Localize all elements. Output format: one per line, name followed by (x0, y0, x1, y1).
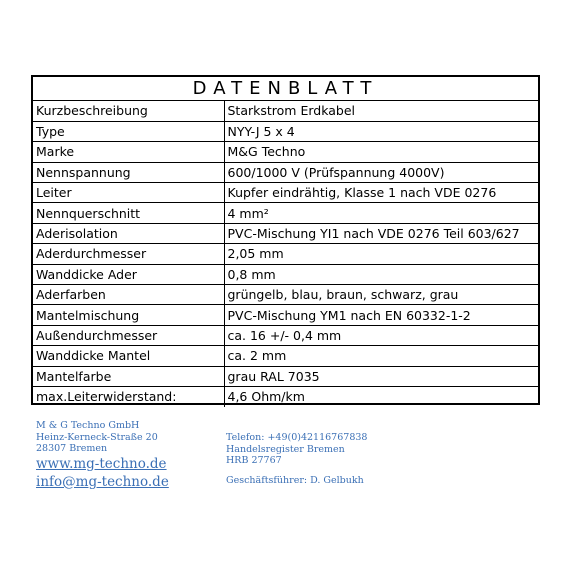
company-street: Heinz-Kerneck-Straße 20 (36, 431, 158, 443)
spec-row (33, 244, 538, 264)
spec-row (33, 142, 538, 162)
spec-row (33, 386, 538, 406)
spec-table (33, 101, 538, 407)
spec-label: Mantelfarbe (33, 366, 224, 386)
spec-label: Mantelmischung (33, 305, 224, 325)
spec-label: Type (33, 121, 224, 141)
company-phone: Telefon: +49(0)42116767838 (226, 432, 368, 443)
email-link[interactable]: info@mg-techno.de (36, 473, 169, 490)
spec-row (33, 346, 538, 366)
spec-label: Nennquerschnitt (33, 203, 224, 223)
spec-label: Wanddicke Ader (33, 264, 224, 284)
spec-row (33, 183, 538, 203)
spec-value: grau RAL 7035 (224, 366, 538, 386)
company-hrb: HRB 27767 (226, 455, 282, 466)
spec-row (33, 223, 538, 243)
spec-row (33, 285, 538, 305)
company-manager: Geschäftsführer: D. Gelbukh (226, 474, 364, 486)
spec-label: Nennspannung (33, 162, 224, 182)
spec-row (33, 101, 538, 121)
spec-row (33, 366, 538, 386)
spec-value: grüngelb, blau, braun, schwarz, grau (224, 285, 538, 305)
datasheet-table (31, 75, 540, 405)
spec-value: Starkstrom Erdkabel (227, 103, 355, 119)
spec-value: 2,05 mm (224, 244, 538, 264)
spec-label: Außendurchmesser (33, 325, 224, 345)
spec-value: M&G Techno (224, 142, 538, 162)
datasheet-title: DATENBLATT (33, 77, 538, 101)
website-link[interactable]: www.mg-techno.de (36, 455, 167, 472)
spec-label: Aderfarben (33, 285, 224, 305)
spec-value: 600/1000 V (Prüfspannung 4000V) (224, 162, 538, 182)
spec-label: Leiter (33, 183, 224, 203)
spec-value: ca. 2 mm (224, 346, 538, 366)
company-footer (36, 420, 536, 500)
spec-label: Kurzbeschreibung (33, 101, 224, 121)
spec-label: Marke (33, 142, 224, 162)
spec-value: Kupfer eindrähtig, Klasse 1 nach VDE 0276 (224, 183, 538, 203)
spec-label: Wanddicke Mantel (33, 346, 224, 366)
spec-row (33, 203, 538, 223)
spec-label: Aderdurchmesser (33, 244, 224, 264)
company-name: M & G Techno GmbH (36, 420, 140, 431)
footer-contact-block (226, 432, 367, 486)
spec-value: 4,6 Ohm/km (224, 386, 538, 406)
company-register: Handelsregister Bremen (226, 443, 345, 455)
spec-value: PVC-Mischung YI1 nach VDE 0276 Teil 603/627 (224, 223, 538, 243)
spec-value: ca. 16 +/- 0,4 mm (224, 325, 538, 345)
spec-row (33, 305, 538, 325)
spec-row (33, 121, 538, 141)
spec-label: Aderisolation (33, 223, 224, 243)
spec-row (33, 325, 538, 345)
spec-value: 4 mm² (224, 203, 538, 223)
company-city: 28307 Bremen (36, 443, 108, 454)
spec-row (33, 162, 538, 182)
spec-row (33, 264, 538, 284)
spec-label: max.Leiterwiderstand: (33, 386, 224, 406)
spec-value: 0,8 mm (224, 264, 538, 284)
spec-value: PVC-Mischung YM1 nach EN 60332-1-2 (224, 305, 538, 325)
footer-address-block (36, 420, 169, 491)
spec-value: NYY-J 5 x 4 (224, 121, 538, 141)
